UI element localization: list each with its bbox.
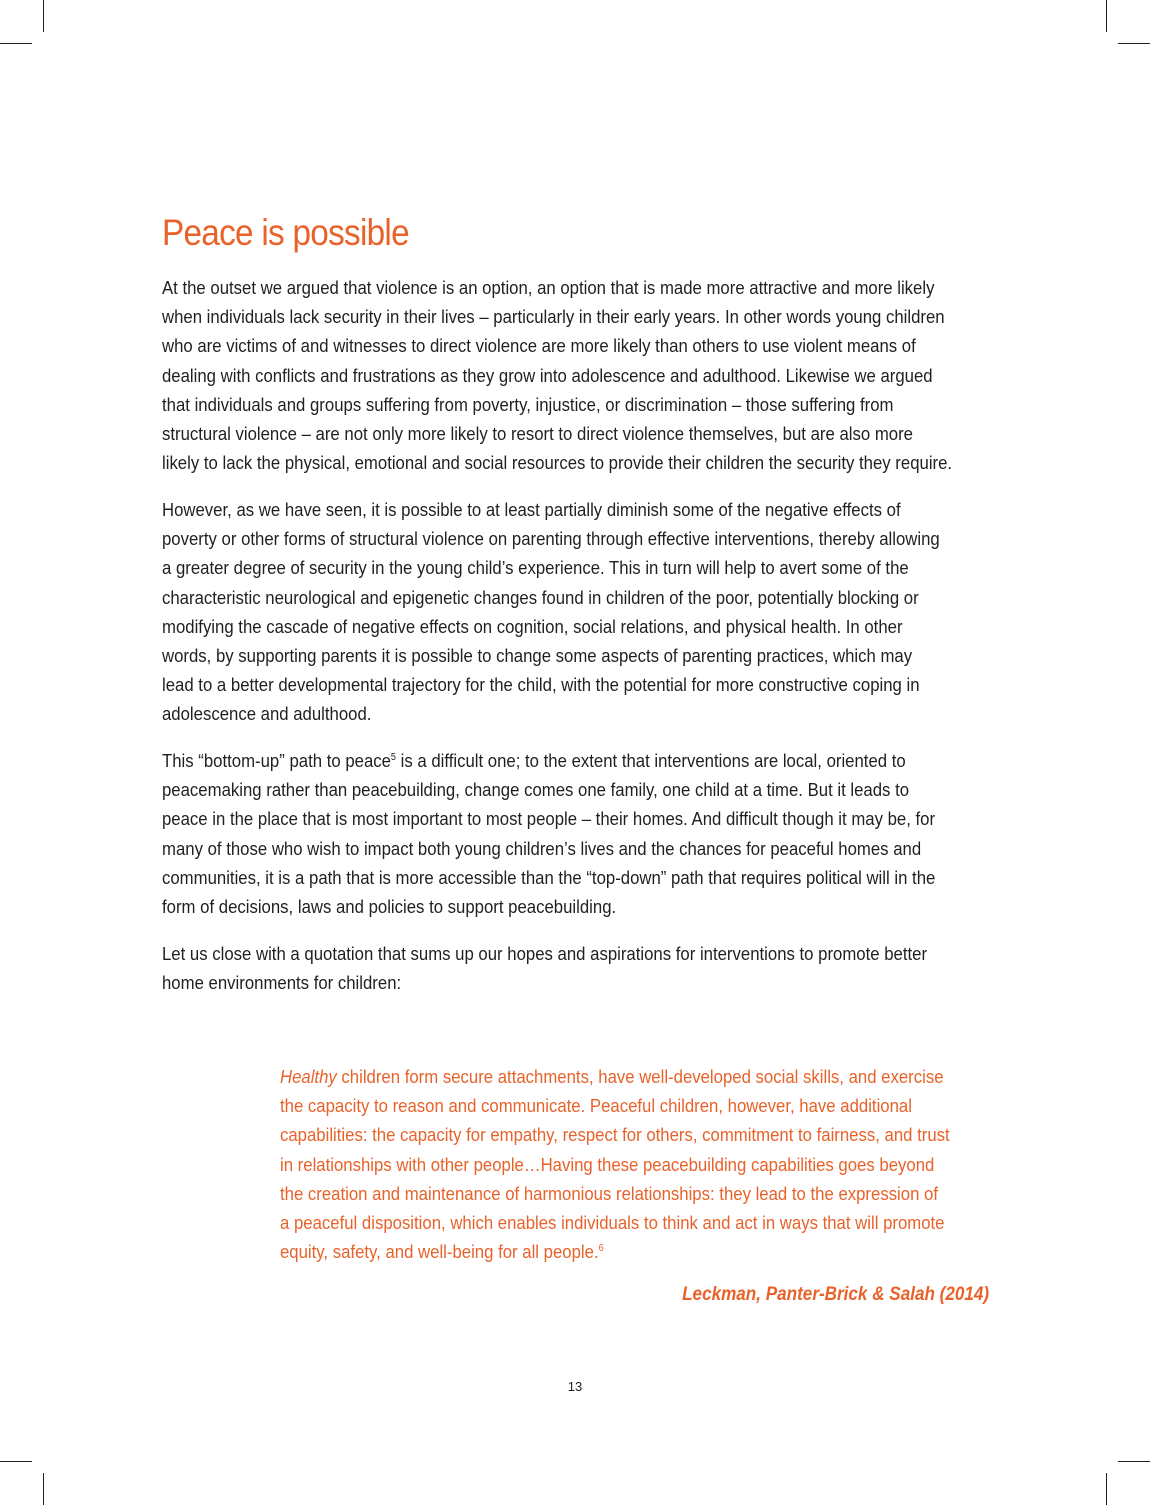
quote-line [280,1062,986,1091]
crop-mark-bottom-left-h [0,1461,32,1462]
crop-mark-bottom-left-v [43,1473,44,1505]
crop-mark-top-left-v [43,0,44,32]
text-line: poverty or other forms of structural violence on parenting through effective interventions, thereby allowing [162,528,940,550]
text-line: peace in the place that is most important to most people – their homes. And difficult though it may be, for [162,808,936,830]
text-line: that individuals and groups suffering from poverty, injustice, or discrimination – those suffering from [162,393,894,415]
text-line: lead to a better developmental trajectory for the child, with the potential for more constructive coping in [162,674,920,696]
footnote-marker: 6 [598,1243,604,1255]
page-number: 13 [567,1379,583,1394]
text-segment: is a difficult one; to the extent that interventions are local, oriented to [395,750,906,772]
text-line: who are victims of and witnesses to direct violence are more likely than others to use violent means of [162,335,916,357]
crop-mark-top-left-h [0,43,32,44]
text-line: structural violence – are not only more likely to resort to direct violence themselves, but are also more [162,423,913,445]
text-line: a greater degree of security in the young child’s experience. This in turn will help to avert some of the [162,557,909,579]
page-title: Peace is possible [162,212,409,253]
paragraph-1 [162,273,995,477]
text-segment: This “bottom-up” path to peace [162,750,391,772]
text-line: likely to lack the physical, emotional and social resources to provide their children the security they require. [162,452,953,474]
quote-line: the capacity to reason and communicate. Peaceful children, however, have additional [280,1095,912,1117]
text-line: adolescence and adulthood. [162,703,372,725]
body-text [162,273,995,1015]
paragraph-3 [162,746,995,921]
text-line: form of decisions, laws and policies to support peacebuilding. [162,896,617,918]
quote-line: the creation and maintenance of harmonious relationships: they lead to the expression of [280,1182,939,1204]
text-line: peacemaking rather than peacebuilding, change comes one family, one child at a time. But it leads to [162,779,910,801]
block-quote [280,1062,986,1266]
text-line: Let us close with a quotation that sums up our hopes and aspirations for interventions to promote better [162,942,928,964]
quote-line: a peaceful disposition, which enables individuals to think and act in ways that will promote [280,1212,945,1234]
quote-italic-word: Healthy [280,1066,337,1087]
crop-mark-bottom-right-v [1106,1473,1107,1505]
text-line: dealing with conflicts and frustrations as they grow into adolescence and adulthood. Likewise we argued [162,364,933,386]
crop-mark-top-right-h [1118,43,1150,44]
quote-attribution: Leckman, Panter-Brick & Salah (2014) [682,1284,989,1305]
text-line: However, as we have seen, it is possible to at least partially diminish some of the negative effects of [162,498,901,520]
text-line: characteristic neurological and epigenetic changes found in children of the poor, potentially blocking or [162,586,919,608]
footnote-marker: 5 [390,752,396,764]
text-line: At the outset we argued that violence is an option, an option that is made more attractive and more likely [162,277,935,298]
quote-line: in relationships with other people…Having these peacebuilding capabilities goes beyond [280,1153,935,1175]
text-line: many of those who wish to impact both young children’s lives and the chances for peaceful homes and [162,837,922,859]
text-segment: children form secure attachments, have well-developed social skills, and exercise [336,1066,944,1087]
text-line [162,746,995,775]
quote-line [280,1237,986,1266]
text-line: when individuals lack security in their lives – particularly in their early years. In other words young children [162,306,945,328]
paragraph-4 [162,939,995,997]
crop-mark-bottom-right-h [1118,1461,1150,1462]
text-line: words, by supporting parents it is possible to change some aspects of parenting practices, which may [162,644,913,666]
quote-line: capabilities: the capacity for empathy, respect for others, commitment to fairness, and trust [280,1124,950,1146]
text-line: home environments for children: [162,971,402,993]
text-line: communities, it is a path that is more accessible than the “top-down” path that requires political will in the [162,866,936,888]
text-segment: equity, safety, and well-being for all people. [280,1241,599,1263]
text-line: modifying the cascade of negative effects on cognition, social relations, and physical health. In other [162,615,903,637]
crop-mark-top-right-v [1106,0,1107,32]
paragraph-2 [162,495,995,729]
